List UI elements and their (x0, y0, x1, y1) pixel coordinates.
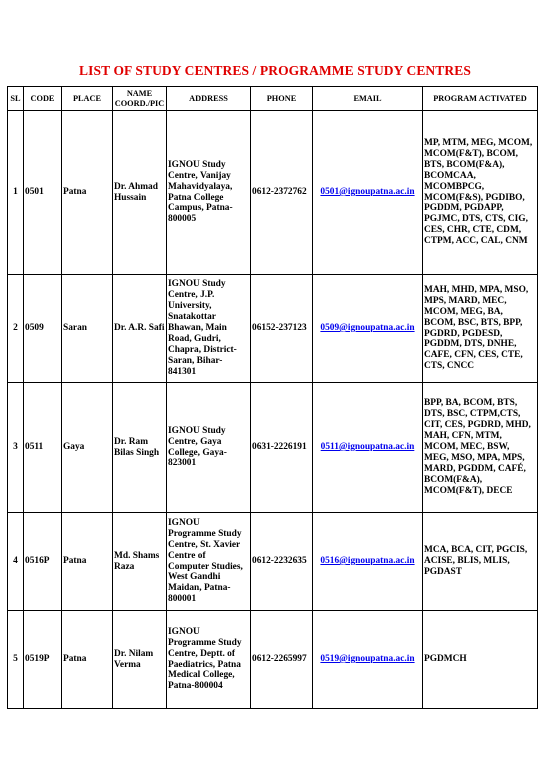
table-row (8, 513, 538, 611)
cell-coordinator: Md. Shams Raza (113, 513, 167, 611)
cell-coordinator: Dr. Ram Bilas Singh (113, 383, 167, 513)
cell-code: 0511 (24, 383, 62, 513)
cell-sl: 5 (8, 611, 24, 709)
table-row (8, 275, 538, 383)
header-place: PLACE (62, 87, 113, 111)
cell-place: Patna (62, 111, 113, 275)
cell-address: IGNOU Programme Study Centre, Deptt. of Paediatrics, Patna Medical College, Patna-800004 (167, 611, 251, 709)
cell-email (313, 383, 423, 513)
cell-coordinator: Dr. A.R. Safi (113, 275, 167, 383)
cell-coordinator: Dr. Nilam Verma (113, 611, 167, 709)
table-row (8, 383, 538, 513)
cell-place: Patna (62, 513, 113, 611)
cell-phone: 06152-237123 (251, 275, 313, 383)
cell-email (313, 111, 423, 275)
cell-program: MAH, MHD, MPA, MSO, MPS, MARD, MEC, MCOM, MEG, BA, BCOM, BSC, BTS, BPP, PGDRD, PGDESD, PGDDM, DTS, DNHE, CAFE, CFN, CES, CTE, CTS, CNCC (423, 275, 538, 383)
table-row (8, 111, 538, 275)
cell-program: PGDMCH (423, 611, 538, 709)
header-name: NAME COORD./PIC (113, 87, 167, 111)
cell-phone: 0612-2372762 (251, 111, 313, 275)
table-header-row (8, 87, 538, 111)
header-code: CODE (24, 87, 62, 111)
cell-address: IGNOU Study Centre, Gaya College, Gaya-823001 (167, 383, 251, 513)
cell-phone: 0612-2265997 (251, 611, 313, 709)
email-link[interactable]: 0511@ignoupatna.ac.in (320, 442, 415, 453)
cell-sl: 1 (8, 111, 24, 275)
cell-phone: 0631-2226191 (251, 383, 313, 513)
cell-email (313, 513, 423, 611)
cell-sl: 4 (8, 513, 24, 611)
email-link[interactable]: 0516@ignoupatna.ac.in (320, 556, 415, 567)
document-title: LIST OF STUDY CENTRES / PROGRAMME STUDY CENTRES (79, 63, 471, 78)
email-link[interactable]: 0509@ignoupatna.ac.in (320, 323, 415, 334)
email-link[interactable]: 0501@ignoupatna.ac.in (320, 187, 415, 198)
cell-place: Saran (62, 275, 113, 383)
cell-email (313, 611, 423, 709)
header-phone: PHONE (251, 87, 313, 111)
cell-code: 0509 (24, 275, 62, 383)
header-email: EMAIL (313, 87, 423, 111)
email-link[interactable]: 0519@ignoupatna.ac.in (320, 654, 415, 665)
cell-program: MCA, BCA, CIT, PGCIS, ACISE, BLIS, MLIS, PGDAST (423, 513, 538, 611)
cell-code: 0519P (24, 611, 62, 709)
cell-address: IGNOU Study Centre, Vanijay Mahavidyalaya, Patna College Campus, Patna-800005 (167, 111, 251, 275)
cell-place: Patna (62, 611, 113, 709)
cell-sl: 2 (8, 275, 24, 383)
header-program: PROGRAM ACTIVATED (423, 87, 538, 111)
cell-program: BPP, BA, BCOM, BTS, DTS, BSC, CTPM,CTS, CIT, CES, PGDRD, MHD, MAH, CFN, MTM, MCOM, MEC, BSW, MEG, MSO, MPA, MPS, MARD, PGDDM, CAFÉ, BCOM(F&A), MCOM(F&T), DECE (423, 383, 538, 513)
cell-program: MP, MTM, MEG, MCOM, MCOM(F&T), BCOM, BTS, BCOM(F&A), BCOMCAA, MCOMBPCG, MCOM(F&S), PGDIBO, PGDDM, PGDAPP, PGJMC, DTS, CTS, CIG, CES, CHR, CTE, CDM, CTPM, ACC, CAL, CNM (423, 111, 538, 275)
cell-sl: 3 (8, 383, 24, 513)
cell-address: IGNOU Programme Study Centre, St. Xavier Centre of Computer Studies, West Gandhi Maidan, Patna-800001 (167, 513, 251, 611)
cell-place: Gaya (62, 383, 113, 513)
cell-email (313, 275, 423, 383)
header-sl: SL (8, 87, 24, 111)
cell-code: 0516P (24, 513, 62, 611)
table-row (8, 611, 538, 709)
cell-address: IGNOU Study Centre, J.P. University, Snatakottar Bhawan, Main Road, Gudri, Chapra, District-Saran, Bihar-841301 (167, 275, 251, 383)
cell-code: 0501 (24, 111, 62, 275)
study-centres-table (7, 86, 538, 709)
cell-phone: 0612-2232635 (251, 513, 313, 611)
cell-coordinator: Dr. Ahmad Hussain (113, 111, 167, 275)
header-address: ADDRESS (167, 87, 251, 111)
